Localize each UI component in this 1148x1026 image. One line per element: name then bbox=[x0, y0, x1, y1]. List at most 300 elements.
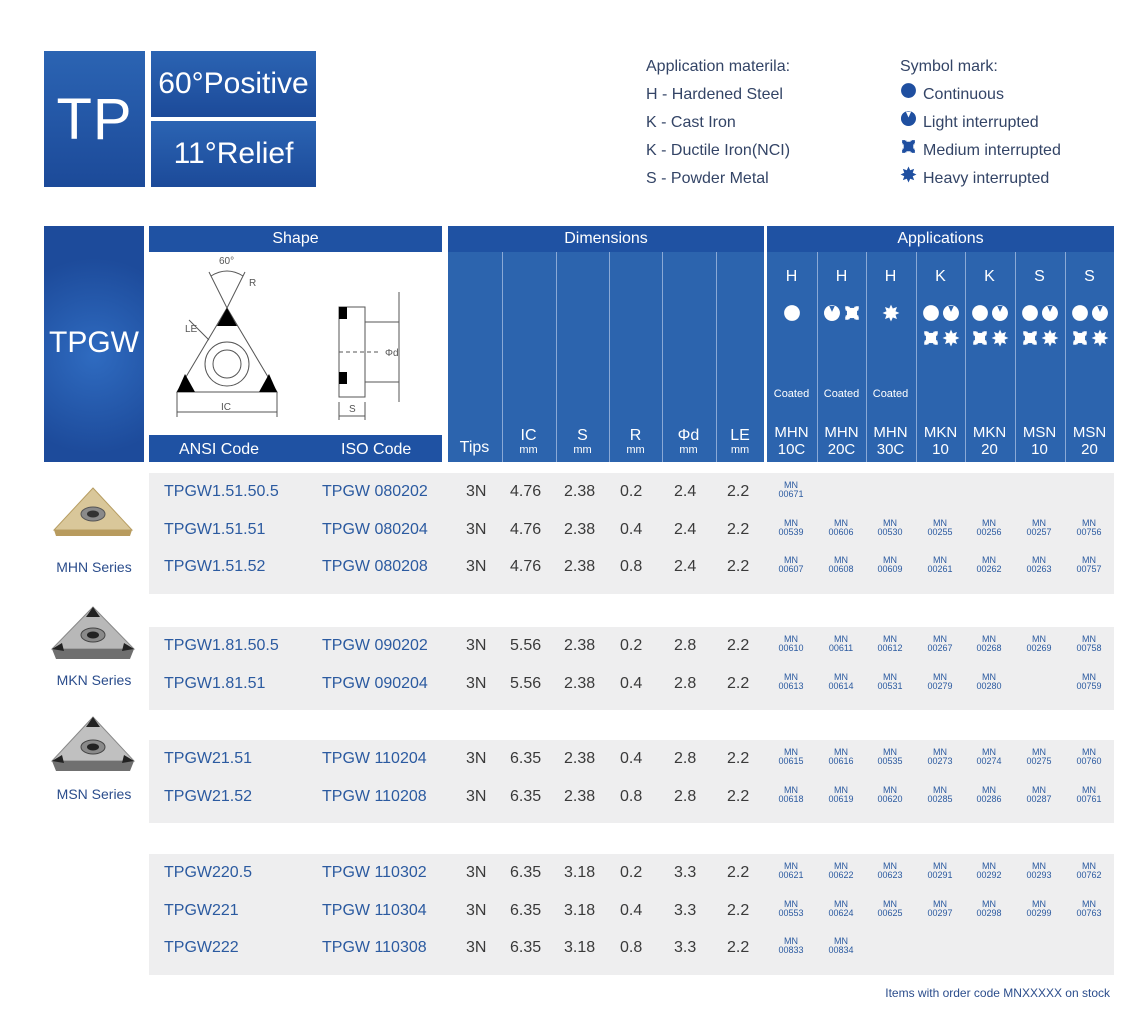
dim-header-label: S bbox=[577, 427, 588, 444]
order-code-number: 00261 bbox=[927, 564, 953, 574]
order-code bbox=[870, 635, 910, 653]
order-code-prefix: MN bbox=[834, 555, 848, 565]
order-code bbox=[771, 556, 811, 574]
dim-s: 2.38 bbox=[564, 637, 596, 654]
order-code bbox=[969, 673, 1009, 691]
iso-code: TPGW 090202 bbox=[322, 637, 428, 654]
material-code: S bbox=[1034, 268, 1045, 285]
dim-tips: 3N bbox=[466, 750, 487, 767]
order-code-number: 00273 bbox=[927, 756, 953, 766]
order-code bbox=[870, 556, 910, 574]
order-code-number: 00539 bbox=[778, 526, 804, 537]
coated-label: Coated bbox=[773, 388, 810, 400]
dim-d: 2.8 bbox=[674, 787, 697, 805]
light-interrupted-icon bbox=[991, 304, 1009, 327]
order-code-number: 00285 bbox=[927, 793, 953, 804]
grade-series: MKN bbox=[972, 424, 1007, 441]
order-code-prefix: MN bbox=[1032, 555, 1046, 565]
application-column-header bbox=[1015, 252, 1064, 462]
order-code-number: 00267 bbox=[927, 643, 953, 653]
order-code-prefix: MN bbox=[982, 861, 996, 871]
order-code bbox=[771, 748, 811, 766]
order-code bbox=[821, 786, 861, 804]
order-code-number: 00616 bbox=[828, 756, 854, 766]
ansi-code: TPGW21.52 bbox=[164, 787, 253, 805]
order-code-prefix: MN bbox=[1082, 517, 1096, 528]
application-legend-item: K - Ductile Iron(NCI) bbox=[646, 142, 791, 159]
medium-interrupted-icon bbox=[843, 304, 861, 327]
grade-number: 10 bbox=[1031, 441, 1048, 458]
light-interrupted-icon bbox=[823, 304, 841, 327]
dim-s: 2.38 bbox=[564, 750, 596, 767]
order-code-number: 00756 bbox=[1076, 526, 1102, 537]
angle-label: 60° bbox=[219, 256, 235, 267]
application-column-header bbox=[916, 252, 965, 462]
iso-code: TPGW 080208 bbox=[322, 558, 428, 575]
dim-ic: 4.76 bbox=[510, 558, 542, 575]
dim-s: 2.38 bbox=[564, 558, 596, 575]
order-code-number: 00618 bbox=[778, 793, 804, 804]
order-code bbox=[771, 481, 811, 499]
order-code bbox=[969, 748, 1009, 766]
order-code-number: 00610 bbox=[778, 643, 804, 653]
symbol-label: Heavy interrupted bbox=[923, 170, 1050, 187]
order-code-number: 00293 bbox=[1026, 870, 1052, 880]
order-code-prefix: MN bbox=[784, 555, 798, 565]
dim-header-label: LE bbox=[730, 427, 750, 444]
relief-text: 11°Relief bbox=[173, 137, 294, 170]
order-code-number: 00621 bbox=[778, 870, 804, 880]
dim-r: 0.4 bbox=[620, 750, 643, 767]
dim-ic: 6.35 bbox=[510, 864, 542, 881]
order-code bbox=[821, 862, 861, 880]
ansi-code: TPGW221 bbox=[164, 901, 239, 919]
ic-label: IC bbox=[221, 402, 231, 413]
dim-s: 2.38 bbox=[564, 674, 596, 692]
order-code-number: 00256 bbox=[976, 526, 1002, 537]
dim-s: 3.18 bbox=[564, 901, 596, 919]
dim-header-unit: mm bbox=[573, 444, 592, 456]
order-code-prefix: MN bbox=[933, 784, 947, 795]
order-code bbox=[821, 635, 861, 653]
order-code-prefix: MN bbox=[784, 784, 798, 795]
ansi-code: TPGW220.5 bbox=[164, 864, 253, 881]
dim-r: 0.2 bbox=[620, 483, 643, 500]
series-code: TP bbox=[56, 86, 133, 152]
order-code-prefix: MN bbox=[784, 517, 798, 528]
dim-tips: 3N bbox=[466, 520, 487, 538]
order-code-number: 00257 bbox=[1026, 526, 1052, 537]
order-code-prefix: MN bbox=[982, 784, 996, 795]
material-code: H bbox=[785, 268, 798, 285]
order-code bbox=[969, 556, 1009, 574]
order-code-prefix: MN bbox=[883, 634, 897, 644]
dim-s: 2.38 bbox=[564, 787, 596, 805]
insert-drawing bbox=[149, 252, 442, 435]
dim-header-unit: mm bbox=[679, 444, 698, 456]
medium-interrupted-icon bbox=[900, 137, 917, 165]
order-code bbox=[1069, 900, 1109, 918]
order-code-number: 00255 bbox=[927, 526, 953, 537]
grade-series: MSN bbox=[1022, 424, 1057, 441]
s-label: S bbox=[349, 404, 356, 415]
radius-label: R bbox=[249, 278, 257, 289]
order-code-prefix: MN bbox=[784, 634, 798, 644]
application-column-header bbox=[767, 252, 816, 462]
dim-header bbox=[716, 252, 764, 462]
order-code-number: 00612 bbox=[877, 643, 903, 653]
dim-header-label: Φd bbox=[677, 427, 700, 444]
order-code-prefix: MN bbox=[1082, 671, 1096, 682]
order-code-number: 00269 bbox=[1026, 643, 1052, 653]
order-code-prefix: MN bbox=[982, 517, 996, 528]
dim-le: 2.2 bbox=[727, 637, 750, 654]
series-code-box bbox=[44, 51, 145, 187]
dim-r: 0.2 bbox=[620, 637, 643, 654]
order-code bbox=[969, 900, 1009, 918]
symbol-legend-item bbox=[900, 109, 1061, 137]
dim-le: 2.2 bbox=[727, 901, 750, 919]
order-code-prefix: MN bbox=[982, 555, 996, 565]
order-code bbox=[771, 673, 811, 691]
order-code-prefix: MN bbox=[784, 898, 798, 909]
continuous-icon bbox=[783, 304, 801, 327]
dim-s: 3.18 bbox=[564, 939, 596, 956]
order-code-prefix: MN bbox=[883, 671, 897, 682]
family-label: TPGW bbox=[49, 326, 139, 359]
order-code bbox=[969, 862, 1009, 880]
order-code-number: 00760 bbox=[1076, 756, 1102, 766]
order-code-prefix: MN bbox=[834, 936, 848, 946]
order-code-number: 00263 bbox=[1026, 564, 1052, 574]
msn-insert-image bbox=[50, 713, 136, 779]
order-code bbox=[1019, 748, 1059, 766]
order-code-number: 00287 bbox=[1026, 793, 1052, 804]
order-code bbox=[870, 673, 910, 691]
order-code-prefix: MN bbox=[883, 861, 897, 871]
light-interrupted-icon bbox=[900, 109, 917, 137]
continuous-icon bbox=[922, 304, 940, 327]
order-code-prefix: MN bbox=[784, 480, 798, 490]
dim-r: 0.4 bbox=[620, 520, 643, 538]
order-code bbox=[1069, 748, 1109, 766]
iso-code: TPGW 110204 bbox=[322, 750, 427, 767]
family-box bbox=[44, 226, 144, 462]
order-code bbox=[870, 900, 910, 918]
order-code-number: 00609 bbox=[877, 564, 903, 574]
order-code bbox=[920, 900, 960, 918]
dimensions-header: Dimensions bbox=[448, 226, 764, 252]
material-code: K bbox=[984, 268, 995, 285]
medium-interrupted-icon bbox=[1021, 329, 1039, 352]
dim-ic: 6.35 bbox=[510, 939, 542, 956]
dim-le: 2.2 bbox=[727, 674, 750, 692]
order-code-prefix: MN bbox=[1082, 634, 1096, 644]
dim-header-label: R bbox=[629, 427, 642, 444]
order-code-prefix: MN bbox=[933, 517, 947, 528]
symbol-label: Continuous bbox=[923, 86, 1004, 103]
ansi-code: TPGW1.51.51 bbox=[164, 520, 266, 538]
order-code bbox=[1019, 900, 1059, 918]
order-code-number: 00530 bbox=[877, 526, 903, 537]
order-code bbox=[920, 635, 960, 653]
mhn-insert-image bbox=[50, 482, 136, 542]
symbol-group bbox=[1065, 304, 1114, 352]
heavy-interrupted-icon bbox=[1041, 329, 1059, 352]
order-code-number: 00279 bbox=[927, 680, 953, 691]
order-code bbox=[771, 635, 811, 653]
order-code-number: 00291 bbox=[927, 870, 953, 880]
medium-interrupted-icon bbox=[971, 329, 989, 352]
dim-le: 2.2 bbox=[727, 520, 750, 538]
order-code bbox=[821, 556, 861, 574]
light-interrupted-icon bbox=[942, 304, 960, 327]
order-code-prefix: MN bbox=[1032, 784, 1046, 795]
order-code bbox=[870, 748, 910, 766]
order-code bbox=[1019, 862, 1059, 880]
application-legend-title: Application materila: bbox=[646, 58, 791, 75]
dim-tips: 3N bbox=[466, 558, 487, 575]
order-code-number: 00607 bbox=[778, 564, 804, 574]
dim-header-label: IC bbox=[520, 427, 537, 444]
dim-r: 0.8 bbox=[620, 558, 643, 575]
coated-label: Coated bbox=[872, 388, 909, 400]
symbol-group bbox=[1015, 304, 1064, 352]
order-code-number: 00274 bbox=[976, 756, 1002, 766]
dim-ic: 6.35 bbox=[510, 750, 542, 767]
heavy-interrupted-icon bbox=[991, 329, 1009, 352]
order-code-number: 00613 bbox=[778, 680, 804, 691]
dim-s: 2.38 bbox=[564, 483, 596, 500]
stock-note: Items with order code MNXXXXX on stock bbox=[885, 986, 1110, 1000]
dim-tips: 3N bbox=[466, 901, 487, 919]
order-code bbox=[1019, 786, 1059, 804]
order-code bbox=[1069, 519, 1109, 537]
mkn-insert-image bbox=[50, 603, 136, 665]
dim-d: 3.3 bbox=[674, 901, 697, 919]
ansi-code: TPGW21.51 bbox=[164, 750, 253, 767]
material-code: H bbox=[884, 268, 897, 285]
order-code bbox=[1069, 556, 1109, 574]
iso-code: TPGW 110304 bbox=[322, 901, 427, 919]
order-code-prefix: MN bbox=[834, 747, 848, 757]
order-code-prefix: MN bbox=[933, 634, 947, 644]
light-interrupted-icon bbox=[1041, 304, 1059, 327]
order-code-number: 00761 bbox=[1076, 793, 1102, 804]
grade-label bbox=[965, 424, 1014, 458]
order-code bbox=[771, 937, 811, 955]
dim-header-unit: mm bbox=[730, 444, 750, 456]
material-code: S bbox=[1084, 268, 1095, 285]
order-code-number: 00531 bbox=[877, 680, 903, 691]
dim-ic: 6.35 bbox=[510, 901, 542, 919]
dim-le: 2.2 bbox=[727, 483, 750, 500]
order-code-number: 00833 bbox=[778, 945, 804, 955]
order-code-prefix: MN bbox=[1082, 784, 1096, 795]
order-code bbox=[821, 748, 861, 766]
application-column-header bbox=[965, 252, 1014, 462]
series-label-mhn: MHN Series bbox=[56, 559, 132, 575]
order-code-prefix: MN bbox=[784, 936, 798, 946]
symbol-group bbox=[767, 304, 816, 327]
order-code-number: 00763 bbox=[1076, 907, 1102, 918]
order-code-prefix: MN bbox=[933, 671, 947, 682]
dim-le: 2.2 bbox=[727, 558, 750, 575]
series-label-mkn: MKN Series bbox=[56, 672, 132, 688]
order-code-number: 00762 bbox=[1076, 870, 1102, 880]
medium-interrupted-icon bbox=[1071, 329, 1089, 352]
iso-code: TPGW 110302 bbox=[322, 864, 427, 881]
shape-diagram bbox=[149, 252, 442, 435]
light-interrupted-icon bbox=[1091, 304, 1109, 327]
dim-s: 3.18 bbox=[564, 864, 596, 881]
order-code-number: 00275 bbox=[1026, 756, 1052, 766]
order-code-prefix: MN bbox=[933, 747, 947, 757]
order-code-prefix: MN bbox=[982, 671, 996, 682]
order-code bbox=[870, 862, 910, 880]
iso-code: TPGW 080204 bbox=[322, 520, 428, 538]
order-code-prefix: MN bbox=[1082, 747, 1096, 757]
grade-number: 30C bbox=[876, 441, 905, 458]
order-code-number: 00611 bbox=[828, 643, 854, 653]
iso-header: ISO Code bbox=[341, 441, 412, 458]
dim-le: 2.2 bbox=[727, 864, 750, 881]
iso-code: TPGW 110308 bbox=[322, 939, 427, 956]
application-column-header bbox=[817, 252, 866, 462]
order-code-number: 00615 bbox=[778, 756, 804, 766]
symbol-group bbox=[965, 304, 1014, 352]
order-code-prefix: MN bbox=[834, 517, 848, 528]
order-code bbox=[969, 519, 1009, 537]
dim-d: 2.4 bbox=[674, 558, 697, 575]
dim-header bbox=[609, 252, 662, 462]
application-legend-item: S - Powder Metal bbox=[646, 170, 769, 187]
order-code-number: 00297 bbox=[927, 907, 953, 918]
dim-tips: 3N bbox=[466, 674, 487, 692]
order-code-number: 00286 bbox=[976, 793, 1002, 804]
order-code-number: 00759 bbox=[1076, 680, 1102, 691]
grade-series: MSN bbox=[1072, 424, 1107, 441]
dim-d: 2.8 bbox=[674, 674, 697, 692]
dim-le: 2.2 bbox=[727, 787, 750, 805]
grade-label bbox=[1065, 424, 1114, 458]
order-code-prefix: MN bbox=[1032, 517, 1046, 528]
relief-box bbox=[151, 121, 316, 187]
dim-le: 2.2 bbox=[727, 750, 750, 767]
order-code-number: 00625 bbox=[877, 907, 903, 918]
grade-label bbox=[817, 424, 866, 458]
order-code bbox=[1069, 635, 1109, 653]
medium-interrupted-icon bbox=[922, 329, 940, 352]
dim-header-unit: mm bbox=[626, 444, 645, 456]
dim-header-unit: mm bbox=[519, 444, 538, 456]
dim-header-label: Tips bbox=[459, 439, 490, 456]
grade-number: 20 bbox=[1081, 441, 1098, 458]
order-code bbox=[821, 673, 861, 691]
order-code-prefix: MN bbox=[883, 898, 897, 909]
dim-ic: 4.76 bbox=[510, 483, 542, 500]
dim-d: 3.3 bbox=[674, 864, 697, 881]
order-code-prefix: MN bbox=[1082, 861, 1096, 871]
order-code-prefix: MN bbox=[834, 671, 848, 682]
order-code bbox=[821, 937, 861, 955]
grade-series: MHN bbox=[824, 424, 859, 441]
ansi-code: TPGW1.51.52 bbox=[164, 558, 266, 575]
order-code-prefix: MN bbox=[933, 555, 947, 565]
order-code-number: 00614 bbox=[828, 680, 854, 691]
symbol-group bbox=[817, 304, 866, 327]
application-column-header bbox=[866, 252, 915, 462]
dim-r: 0.8 bbox=[620, 787, 643, 805]
dim-header bbox=[502, 252, 555, 462]
grade-number: 20 bbox=[981, 441, 998, 458]
order-code-number: 00624 bbox=[828, 907, 854, 918]
order-code bbox=[1019, 635, 1059, 653]
iso-code: TPGW 110208 bbox=[322, 787, 427, 805]
dim-tips: 3N bbox=[466, 637, 487, 654]
order-code-number: 00298 bbox=[976, 907, 1002, 918]
order-code-number: 00757 bbox=[1076, 564, 1102, 574]
grade-number: 10C bbox=[777, 441, 806, 458]
order-code bbox=[821, 900, 861, 918]
order-code bbox=[1069, 673, 1109, 691]
order-code bbox=[920, 748, 960, 766]
order-code bbox=[920, 519, 960, 537]
order-code bbox=[1019, 556, 1059, 574]
symbol-legend-item bbox=[900, 81, 1061, 109]
dim-d: 3.3 bbox=[674, 939, 697, 956]
order-code-number: 00671 bbox=[778, 489, 804, 499]
dim-header bbox=[448, 252, 501, 462]
symbol-legend-item bbox=[900, 137, 1061, 165]
order-code-prefix: MN bbox=[834, 634, 848, 644]
ansi-code: TPGW222 bbox=[164, 939, 239, 956]
order-code-prefix: MN bbox=[784, 671, 798, 682]
dim-d: 2.8 bbox=[674, 637, 697, 654]
order-code-prefix: MN bbox=[834, 898, 848, 909]
order-code-number: 00553 bbox=[778, 907, 804, 918]
order-code-prefix: MN bbox=[883, 555, 897, 565]
order-code bbox=[771, 786, 811, 804]
grade-label bbox=[1015, 424, 1064, 458]
grade-label bbox=[767, 424, 816, 458]
heavy-interrupted-icon bbox=[942, 329, 960, 352]
application-legend-item: K - Cast Iron bbox=[646, 114, 736, 131]
order-code bbox=[870, 786, 910, 804]
order-code bbox=[771, 900, 811, 918]
dim-ic: 6.35 bbox=[510, 787, 542, 805]
continuous-icon bbox=[900, 81, 917, 109]
dim-ic: 4.76 bbox=[510, 520, 542, 538]
order-code-prefix: MN bbox=[982, 898, 996, 909]
order-code bbox=[1069, 786, 1109, 804]
order-code-number: 00619 bbox=[828, 793, 854, 804]
symbol-legend-item bbox=[900, 165, 1061, 193]
material-code: H bbox=[835, 268, 848, 285]
dim-d: 2.8 bbox=[674, 750, 697, 767]
symbol-label: Medium interrupted bbox=[923, 142, 1061, 159]
application-column-header bbox=[1065, 252, 1114, 462]
order-code bbox=[920, 862, 960, 880]
ansi-code: TPGW1.81.51 bbox=[164, 674, 266, 692]
dim-header bbox=[662, 252, 715, 462]
order-code bbox=[920, 673, 960, 691]
dim-tips: 3N bbox=[466, 864, 487, 881]
grade-label bbox=[916, 424, 965, 458]
le-label: LE bbox=[185, 324, 198, 335]
order-code-prefix: MN bbox=[883, 747, 897, 757]
dim-r: 0.8 bbox=[620, 939, 643, 956]
